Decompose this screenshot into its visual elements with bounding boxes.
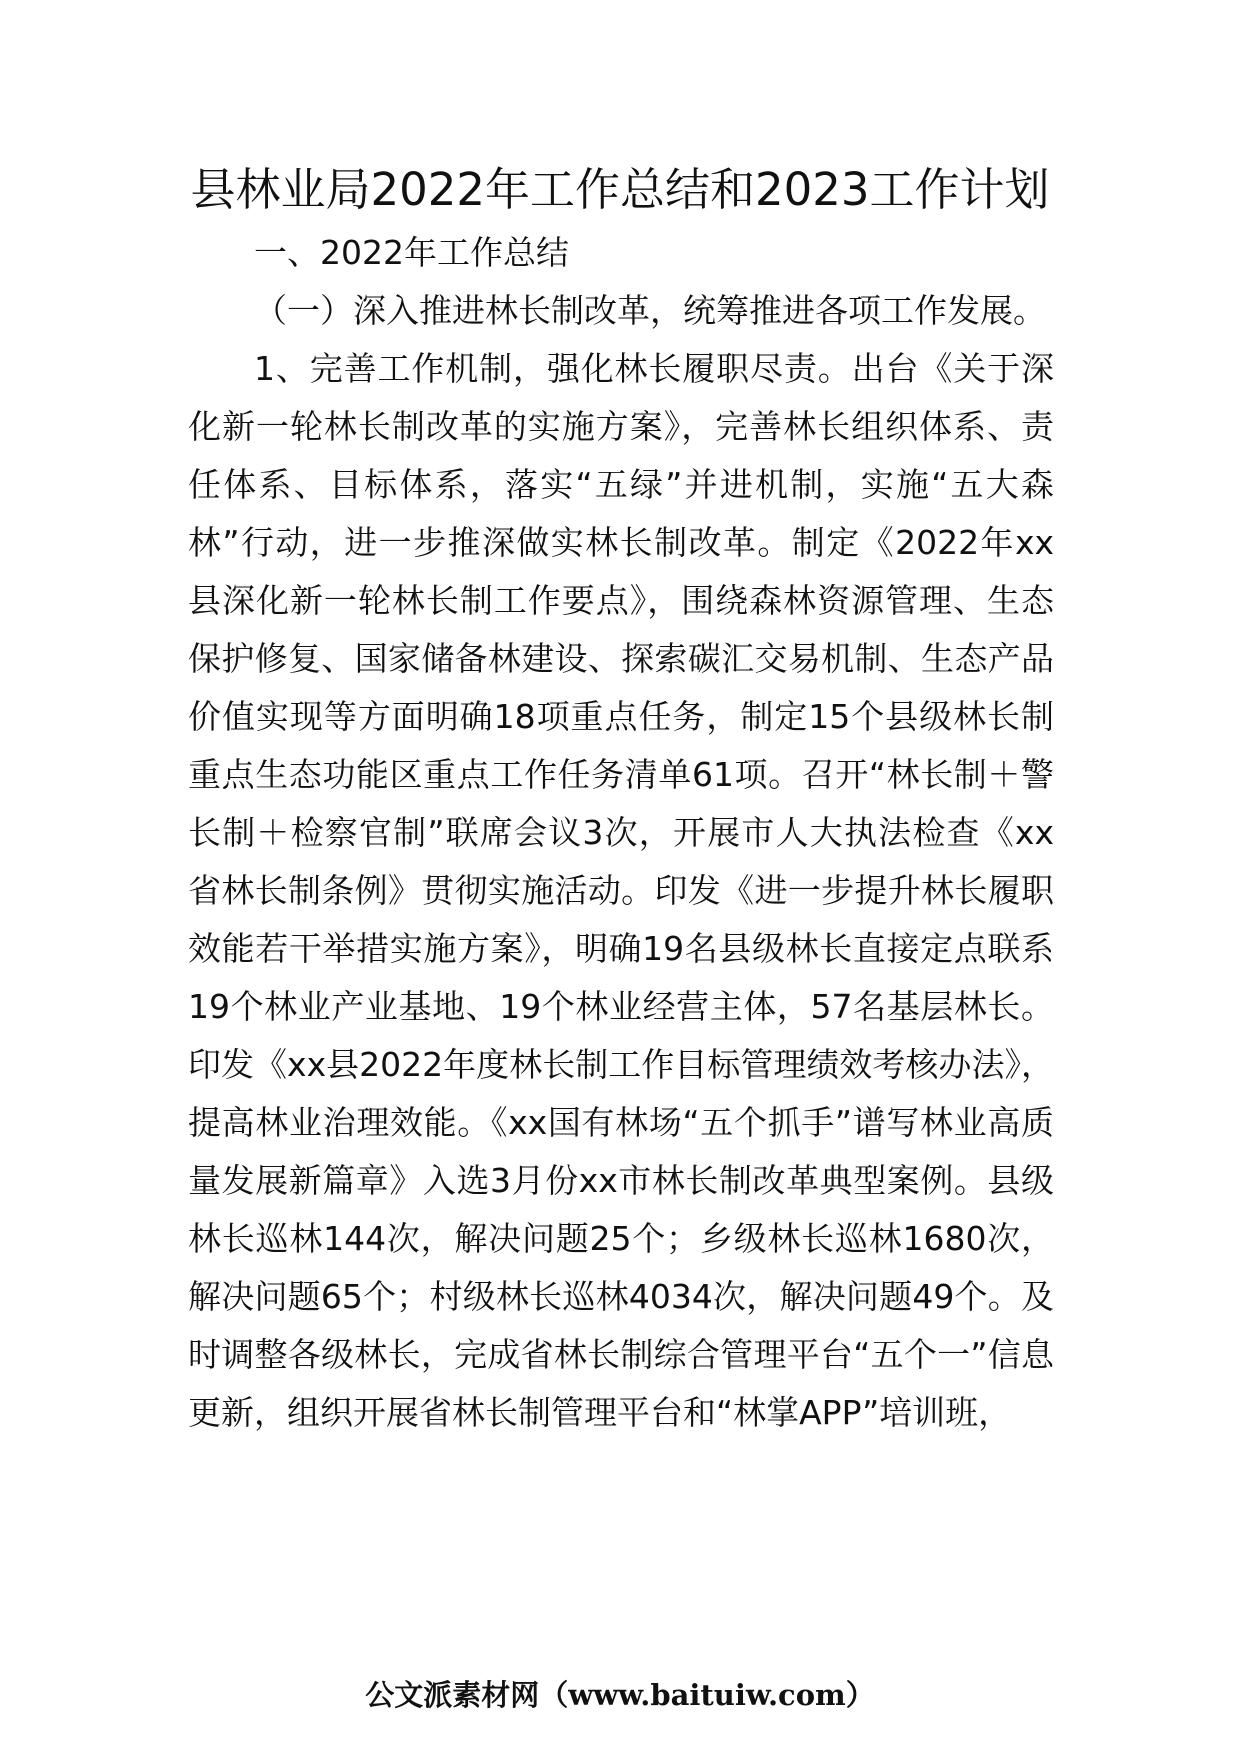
document-body — [188, 224, 1054, 1442]
body-paragraph: 1、完善工作机制，强化林长履职尽责。出台《关于深化新一轮林长制改革的实施方案》，完善林长组织体系、责任体系、目标体系，落实“五绿”并进机制，实施“五大森林”行动，进一步推深做实林长制改革。制定《2022年xx县深化新一轮林长制工作要点》，围绕森林资源管理、生态保护修复、国家储备林建设、探索碳汇交易机制、生态产品价值实现等方面明确18项重点任务，制定15个县级林长制重点生态功能区重点工作任务清单61项。召开“林长制＋警长制＋检察官制”联席会议3次，开展市人大执法检查《xx省林长制条例》贯彻实施活动。印发《进一步提升林长履职效能若干举措实施方案》，明确19名县级林长直接定点联系19个林业产业基地、19个林业经营主体，57名基层林长。印发《xx县2022年度林长制工作目标管理绩效考核办法》，提高林业治理效能。《xx国有林场“五个抓手”谱写林业高质量发展新篇章》入选3月份xx市林长制改革典型案例。县级林长巡林144次，解决问题25个；乡级林长巡林1680次，解决问题65个；村级林长巡林4034次，解决问题49个。及时调整各级林长，完成省林长制综合管理平台“五个一”信息更新，组织开展省林长制管理平台和“林掌APP”培训班， — [188, 349, 1054, 1432]
footer-watermark: 公文派素材网（www.baituiw.com） — [365, 1678, 875, 1712]
document-title: 县林业局2022年工作总结和2023工作计划 — [190, 163, 1050, 216]
subsection-heading: （一）深入推进林长制改革，统筹推进各项工作发展。 — [254, 291, 1046, 330]
section-heading: 一、2022年工作总结 — [254, 233, 569, 272]
